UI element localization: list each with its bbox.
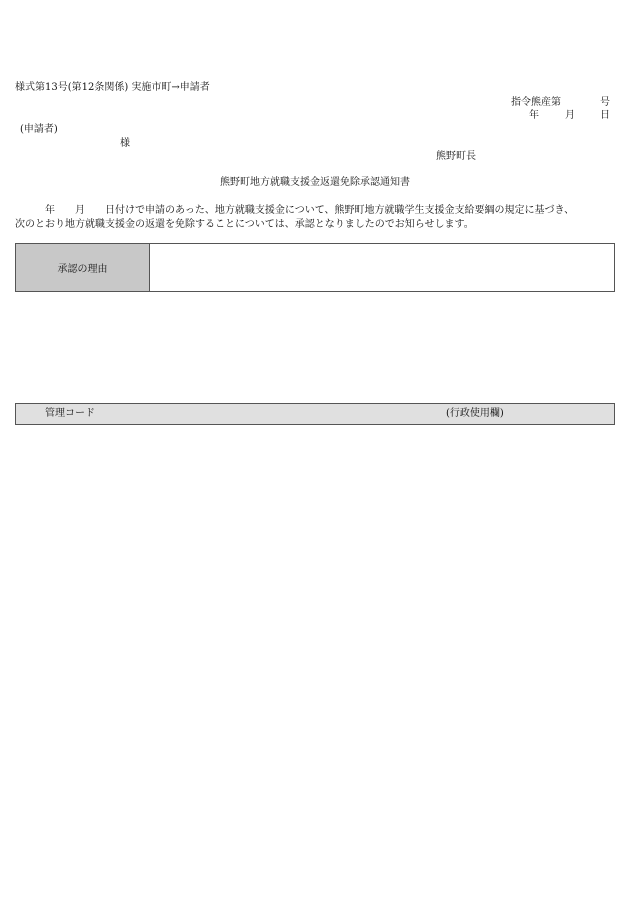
admin-use-label: (行政使用欄) — [446, 408, 504, 419]
date-month-label: 月 — [565, 110, 575, 121]
admin-code-label: 管理コード — [45, 408, 95, 419]
recipient-honorific: 様 — [120, 138, 130, 149]
document-title: 熊野町地方就職支援金返還免除承認通知書 — [220, 177, 410, 188]
body-text-line2: 次のとおり地方就職支援金の返還を免除することについては、承認となりましたのでお知らせします。 — [15, 219, 474, 230]
approval-reason-label: 承認の理由 — [16, 244, 150, 291]
issuer-name: 熊野町長 — [436, 151, 476, 162]
doc-number-suffix: 号 — [600, 97, 610, 108]
form-number: 様式第13号(第12条関係) 実施市町→申請者 — [15, 82, 210, 93]
admin-use-box — [15, 403, 615, 425]
date-year-label: 年 — [529, 110, 539, 121]
date-day-label: 日 — [600, 110, 610, 121]
approval-reason-table — [15, 243, 615, 292]
doc-number-label: 指令熊産第 — [511, 97, 561, 108]
approval-reason-field[interactable] — [150, 244, 614, 291]
applicant-label: (申請者) — [20, 124, 58, 135]
body-text-line1: 年 月 日付けで申請のあった、地方就職支援金について、熊野町地方就職学生支援金支給要綱の規定に基づき、 — [45, 205, 575, 216]
